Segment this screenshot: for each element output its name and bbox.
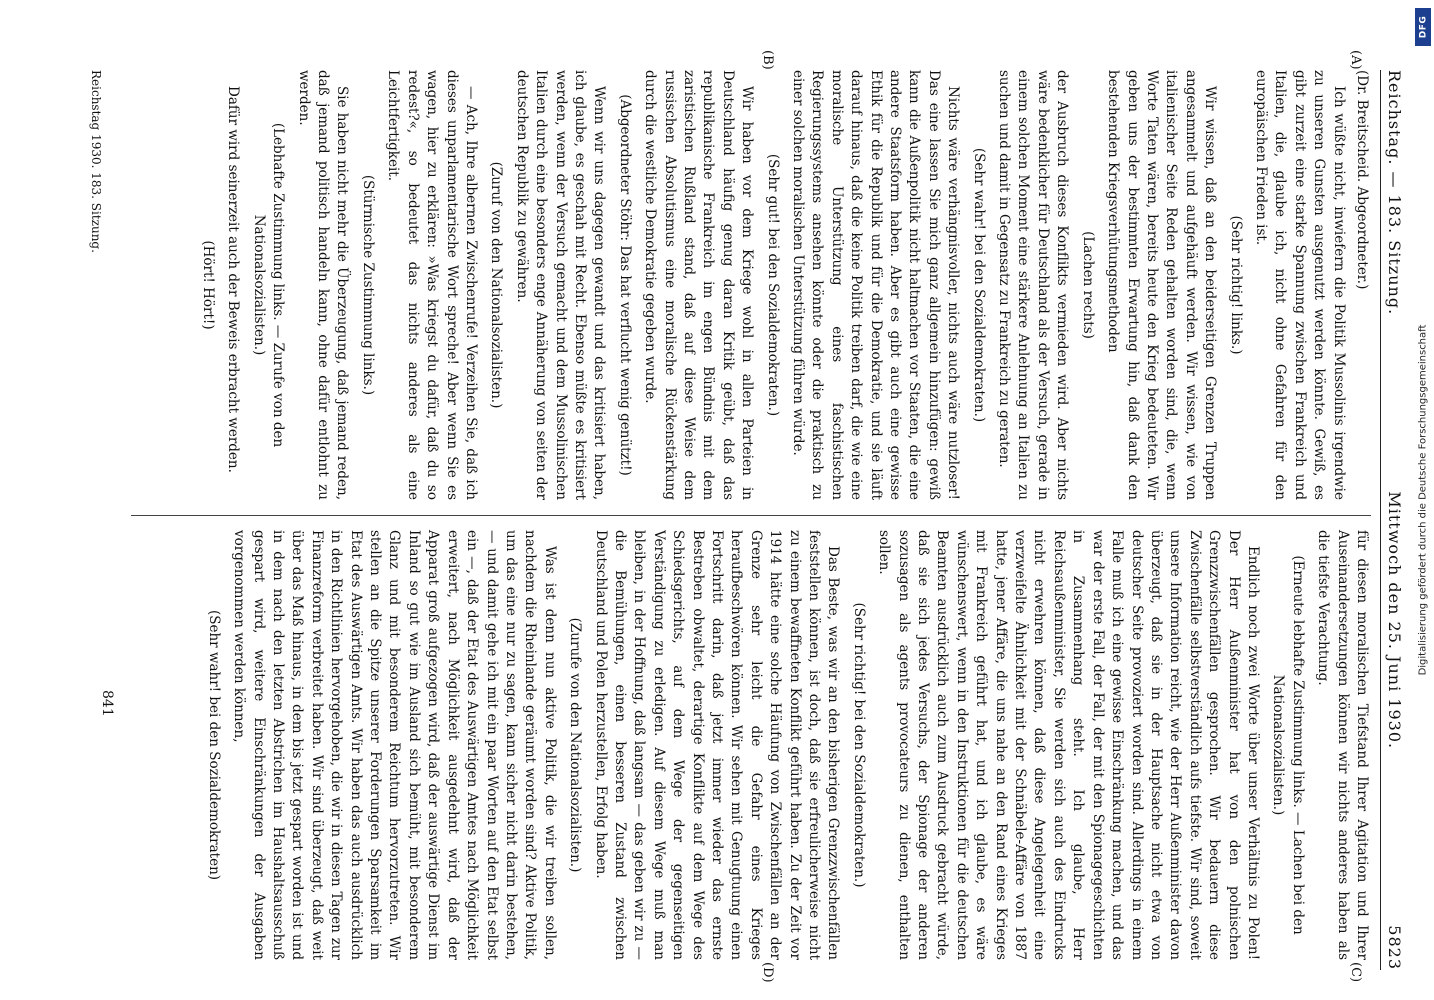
paragraph: Endlich noch zwei Worte über unser Verhältnis zu Polen! Der Herr Außenminister hat von den polnischen Grenzzwischenfällen gesprochen. Wir bedauern diese Zwischenfälle selbstverständlich aufs tiefste. Wir sind, soweit unsere Information reicht, wie der Herr Außenminister davon überzeugt, daß sie in der Hauptsache nicht etwa von deutscher Seite provoziert worden sind. Allerdings in einem Falle muß ich eine gewisse Einschränkung machen, und das war der erste Fall, der Fall, der mit den Spionagegeschichten in Zusammenhang steht. Ich glaube, Herr Reichsaußenminister, Sie werden sich auch des Eindrucks nicht erwehren können, daß diese Angelegenheit eine verzweifelte Ähnlichkeit mit der Schnäbele-Affäre von 1887 hatte, jener Affäre, die uns nahe an den Rand eines Krieges mit Frankreich geführt hat, und ich glaube, es wäre wünschenswert, wenn in den Instruktionen für die deutschen Beamten ausdrücklich auch zum Ausdruck gebracht würde, daß sie sich jedes Versuchs, der Spionage der anderen sozusagen als agents provocateurs zu dienen, enthalten sollen.: [876, 530, 1261, 960]
digitization-credit-text: Digitalisierung gefördert durch die Deutsche Forschungsgemeinschaft: [1417, 324, 1429, 676]
document-page: [65, 50, 1415, 990]
paragraph: der Ausbruch dieses Konflikts vermieden wird. Aber nichts wäre bedenklicher für Deutschland als der Versuch, gerade in einem solchen Moment eine stärkere Anlehnung an Italien zu suchen und damit in Gegensatz zu Frankreich zu geraten.: [996, 70, 1071, 500]
interjection: (Zurufe von den Nationalsozialisten.): [567, 617, 584, 873]
dfg-logo-text: DFG: [1418, 15, 1429, 39]
paragraph: Wir haben vor dem Kriege wohl in allen Parteien in Deutschland häufig genug daran Kritik geübt, daß das republikanische Frankreich im engen Bündnis mit dem zaristischen Rußland stand, daß auf diese Weise dem russischen Absolutismus eine moralische Rückenstärkung durch die westliche Demokratie gegeben wurde.: [642, 70, 756, 500]
interjection: (Sehr richtig! links.): [1227, 215, 1244, 355]
footer-imprint: Reichstag 1930. 183. Sitzung.: [89, 70, 103, 253]
footer-page-number: 841: [99, 690, 115, 717]
paragraph: Wir wissen, daß an den beiderseitigen Grenzen Truppen angesammelt und aufgehäuft werden. Wir wissen, wie von italienischer Seite Reden gehalten worden sind, die, wenn Worte Taten wären, bereits heute den Krieg bedeuteten. Wir geben uns der bestimmten Erwartung hin, daß dank den bestehenden Kriegsverhütungsmethoden: [1105, 70, 1219, 500]
right-column: [197, 530, 1371, 960]
paragraph: für diesen moralischen Tiefstand Ihrer Agitation und Ihrer Auseinandersetzungen können wir nichts anderes haben als die tiefste Verachtung.: [1315, 530, 1370, 960]
interjection: (Lachen rechts): [1079, 231, 1096, 339]
interjection: (Lebhafte Zustimmung links. — Zurufe von den Nationalsozialisten.): [250, 122, 287, 448]
paragraph: Was ist denn nun aktive Politik, die wir treiben sollen, nachdem die Rheinlande geräumt worden sind? Aktive Politik, um das eine nur zu sagen, kann sicher nicht darin bestehen, — und damit gehe ich mit ein paar Worten auf den Etat selbst ein —, daß der Etat des Auswärtigen Amtes nach Möglichkeit erweitert, nach Möglichkeit ausgedehnt wird, daß der Apparat groß aufgezogen wird, daß der auswärtige Dienst im Inland so gut wie im Ausland sich bemüht, mit besonderem Glanz und mit besonderem Reichtum hervorzutreten. Wir stellen an die Spitze unserer Forderungen Sparsamkeit im Etat des Auswärtigen Amts. Wir haben das auch ausdrücklich in den Richtlinien hervorgehoben, die wir in diesen Tagen zur Finanzreform verbreitet haben. Wir sind überzeugt, daß weit über das Maß hinaus, in dem bis jetzt gespart worden ist und in dem nach den letzten Abstrichen im Haushaltsausschuß gespart wird, weitere Einschränkungen der Ausgaben vorgenommen werden können,: [231, 530, 558, 960]
dfg-logo-icon: [1415, 8, 1431, 46]
interjection: (Sehr wahr! bei den Sozialdemokraten.): [970, 147, 987, 423]
margin-marker-d: (D): [760, 962, 775, 983]
paragraph: — Ach, Ihre albernen Zwischenrufe! Verzeihen Sie, daß ich dieses unparlamentarische Wort spreche! Aber wenn Sie es wagen, hier zu erklären: »Was kriegst du dafür, daß du so redest?«, so bedeutet das nichts anderes als eine Leichtfertigkeit.: [385, 70, 479, 500]
header-session: Reichstag. — 183. Sitzung.: [1385, 70, 1404, 316]
left-column: [192, 70, 1371, 500]
interjection: (Zuruf von den Nationalsozialisten.): [488, 161, 505, 409]
speaker-line: (Dr. Breitscheid. Abgeordneter.): [1354, 70, 1370, 290]
header-page-number: 5823: [1385, 925, 1404, 970]
paragraph: Sie haben nicht mehr die Überzeugung, daß jemand reden, daß jemand politisch handeln kann, ohne dafür entlohnt zu werden.: [295, 70, 351, 500]
header-date: Mittwoch den 25. Juni 1930.: [1385, 491, 1404, 750]
interjection: (Sehr wahr! bei den Sozialdemokraten): [205, 609, 222, 881]
interjection: (Hört! Hört!): [200, 240, 217, 330]
paragraph: Ich wüßte nicht, inwiefern die Politik Mussolinis irgendwie zu unseren Gunsten ausgenutzt werden könnte. Gewiß, es gibt zurzeit eine starke Spannung zwischen Frankreich und Italien, die, glaube ich, nicht ohne Gefahren für den europäischen Frieden ist.: [1252, 70, 1347, 500]
interjection: (Sehr richtig! bei den Sozialdemokraten.): [850, 602, 867, 888]
interjection: (Sehr gut! bei den Sozialdemokraten.): [764, 153, 781, 417]
paragraph: Das Beste, was wir an den bisherigen Grenzzwischenfällen feststellen können, ist doch, daß sie erfreulicherweise nicht zu einem bewaffneten Konflikt geführt haben. Zu der Zeit vor 1914 hätte eine solche Häufung von Zwischenfällen an der Grenze sehr leicht die Gefahr eines Krieges heraufbeschwören können. Wir sehen mit Genugtuung einen Fortschritt darin, daß jetzt immer wieder das ernste Bestreben obwaltet, derartige Konflikte auf dem Wege des Schiedsgerichts, auf dem Wege der gegenseitigen Verständigung zu erledigen. Auf diesem Wege muß man bleiben, in der Hoffnung, daß langsam — das geben wir zu — die Bemühungen, einen besseren Zustand zwischen Deutschland und Polen herzustellen, Erfolg haben.: [592, 530, 842, 960]
margin-marker-c: (C): [1348, 962, 1363, 983]
column-rule: [131, 515, 1371, 516]
interjection: (Stürmische Zustimmung links.): [359, 174, 376, 396]
interjection: (Abgeordneter Stöhr: Das hat verflucht wenig genützt!): [616, 94, 633, 476]
paragraph: Dafür wird seinerzeit auch der Beweis erbracht werden.: [225, 86, 242, 473]
margin-marker-a: (A): [1348, 50, 1363, 70]
digitization-credit: [1414, 10, 1432, 990]
paragraph: Nichts wäre verhängnisvoller, nichts auch wäre nutzloser! Das eine lassen Sie mich ganz allgemein hinzufügen: gewiß kann die Außenpolitik nicht haltmachen vor Staaten, die eine andere Staatsform haben. Aber es gibt auch eine gewisse Ethik für die Republik und für die Demokratie, und sie läuft darauf hinaus, daß die keine Politik treiben darf, die wie eine moralische Unterstützung eines faschistischen Regierungssystems ansehen könnte oder die praktisch zu einer solchen moralischen Unterstützung führen würde.: [790, 70, 962, 500]
running-head: [1380, 70, 1415, 970]
margin-marker-b: (B): [760, 50, 775, 70]
paragraph: Wenn wir uns dagegen gewandt und das kritisiert haben, ich glaube, es geschah mit Recht. Ebenso müßte es kritisiert werden, wenn der Versuch gemacht und dem Mussolinischen Italien durch eine besonders enge Annäherung von seiten der deutschen Republik zu gewähren.: [513, 70, 608, 500]
interjection: (Erneute lebhafte Zustimmung links. — Lachen bei den Nationalsozialisten.): [1270, 555, 1306, 935]
